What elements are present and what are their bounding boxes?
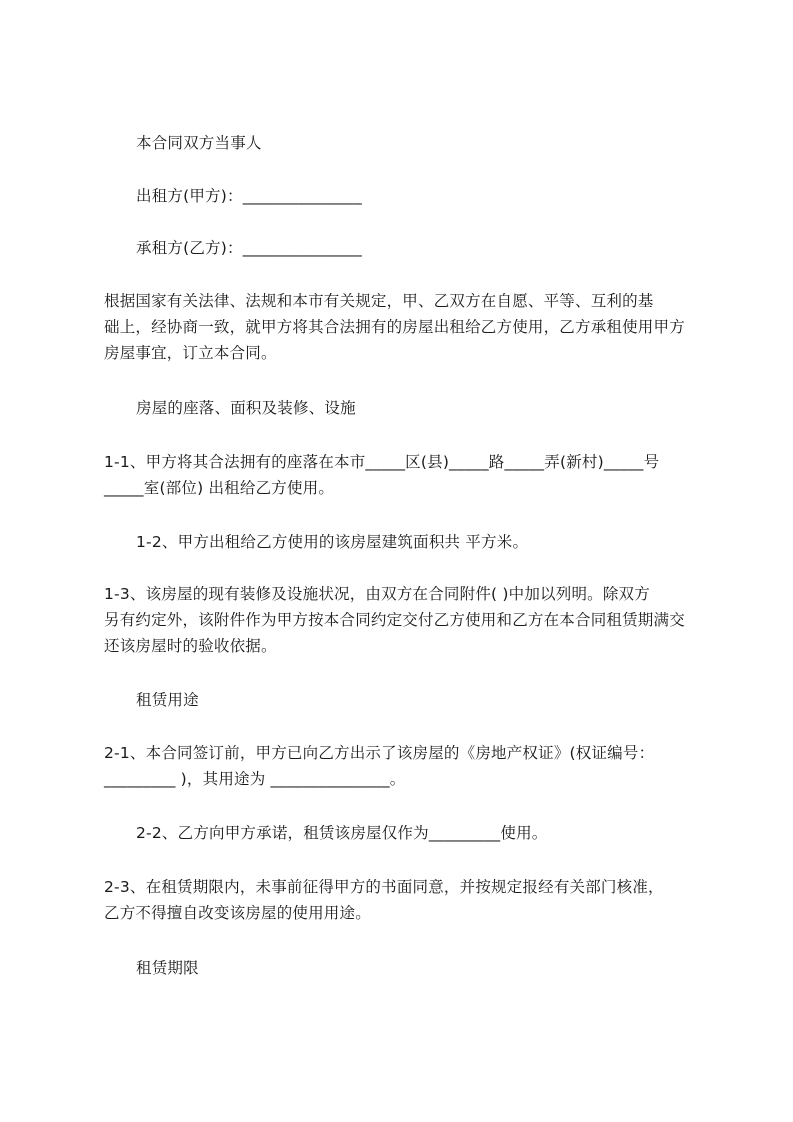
clause-line: 2-3、在租赁期限内，未事前征得甲方的书面同意，并按规定报经有关部门核准，: [104, 878, 664, 896]
intro-line: 础上，经协商一致，就甲方将其合法拥有的房屋出租给乙方使用，乙方承租使用甲方: [104, 318, 685, 336]
clause-1-1: [104, 449, 710, 501]
clause-line: _____室(部位) 出租给乙方使用。: [104, 479, 335, 497]
clause-line: _________ )，其用途为 _______________。: [104, 770, 406, 788]
intro-line: 根据国家有关法律、法规和本市有关规定，甲、乙双方在自愿、平等、互利的基: [104, 292, 654, 310]
section-heading-use: 租赁用途: [136, 691, 199, 709]
intro-line: 房屋事宜，订立本合同。: [104, 344, 277, 362]
clause-1-3: [104, 581, 710, 659]
intro-paragraph: [104, 288, 710, 366]
section-heading-term: 租赁期限: [136, 959, 199, 977]
clause-2-3: [104, 874, 710, 926]
lessee-line: 承租方(乙方)：_______________: [136, 239, 362, 257]
clause-1-2: 1-2、甲方出租给乙方使用的该房屋建筑面积共 平方米。: [136, 533, 529, 551]
clause-line: 另有约定外，该附件作为甲方按本合同约定交付乙方使用和乙方在本合同租赁期满交: [104, 611, 685, 629]
lessor-line: 出租方(甲方)：_______________: [136, 187, 362, 205]
clause-line: 1-1、甲方将其合法拥有的座落在本市_____区(县)_____路_____弄(新村)_____号: [104, 453, 660, 471]
parties-heading: 本合同双方当事人: [136, 134, 262, 152]
clause-2-2: 2-2、乙方向甲方承诺，租赁该房屋仅作为_________使用。: [136, 824, 548, 842]
clause-line: 还该房屋时的验收依据。: [104, 637, 277, 655]
clause-line: 2-1、本合同签订前，甲方已向乙方出示了该房屋的《房地产权证》(权证编号：: [104, 744, 655, 762]
clause-line: 1-3、该房屋的现有装修及设施状况，由双方在合同附件( )中加以列明。除双方: [104, 585, 650, 603]
clause-2-1: [104, 740, 710, 792]
section-heading-premises: 房屋的座落、面积及装修、设施: [136, 399, 356, 417]
clause-line: 乙方不得擅自改变该房屋的使用用途。: [104, 904, 371, 922]
